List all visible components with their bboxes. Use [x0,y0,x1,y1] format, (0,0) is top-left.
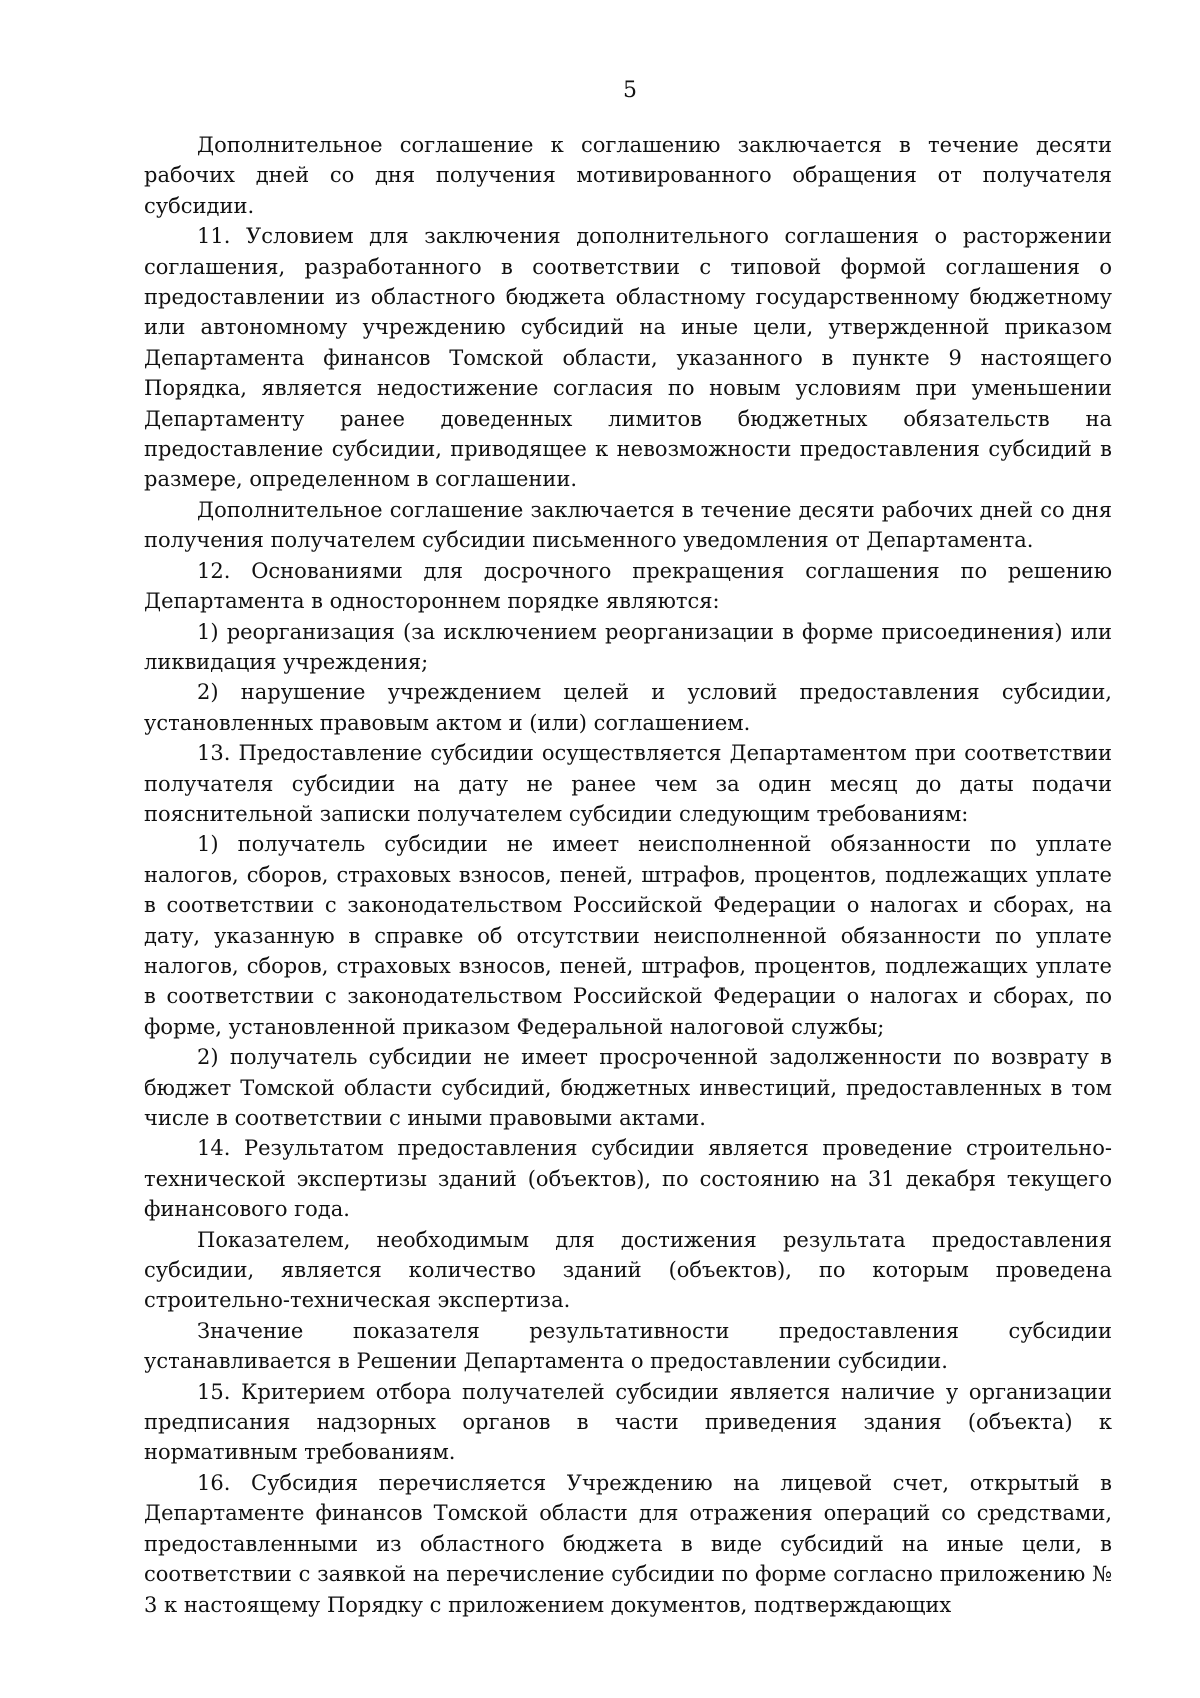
paragraph: 16. Субсидия перечисляется Учреждению на лицевой счет, открытый в Департаменте финансов Томской области для отражения операций со средствами, предоставленными из областного бюджета в виде субсидий на иные цели, в соответствии с заявкой на перечисление субсидии по форме согласно приложению № 3 к настоящему Порядку с приложением документов, подтверждающих [144,1470,1112,1617]
paragraph: 15. Критерием отбора получателей субсидии является наличие у организации предписания надзорных органов в части приведения здания (объекта) к нормативным требованиям. [144,1379,1112,1465]
paragraph: 1) получатель субсидии не имеет неисполненной обязанности по уплате налогов, сборов, страховых взносов, пеней, штрафов, процентов, подлежащих уплате в соответствии с законодательством Российской Федерации о налогах и сборах, на дату, указанную в справке об отсутствии неисполненной обязанности по уплате налогов, сборов, страховых взносов, пеней, штрафов, процентов, подлежащих уплате в соответствии с законодательством Российской Федерации о налогах и сборах, по форме, установленной приказом Федеральной налоговой службы; [144,832,1112,1039]
paragraph: 2) получатель субсидии не имеет просроченной задолженности по возврату в бюджет Томской области субсидий, бюджетных инвестиций, предоставленных в том числе в соответствии с иными правовыми актами. [144,1045,1112,1130]
paragraph: Дополнительное соглашение заключается в течение десяти рабочих дней со дня получения получателем субсидии письменного уведомления от Департамента. [144,497,1112,553]
paragraph: Показателем, необходимым для достижения результата предоставления субсидии, является количество зданий (объектов), по которым проведена строительно-техническая экспертиза. [144,1227,1112,1313]
document-body [144,130,1112,1620]
paragraph: Значение показателя результативности предоставления субсидии устанавливается в Решении Департамента о предоставлении субсидии. [144,1318,1112,1374]
paragraph: 13. Предоставление субсидии осуществляется Департаментом при соответствии получателя субсидии на дату не ранее чем за один месяц до даты подачи пояснительной записки получателем субсидии следующим требованиям: [144,741,1112,826]
paragraph: 14. Результатом предоставления субсидии является проведение строительно-технической экспертизы зданий (объектов), по состоянию на 31 декабря текущего финансового года. [144,1136,1112,1222]
paragraph: 12. Основаниями для досрочного прекращения соглашения по решению Департамента в одностороннем порядке являются: [144,558,1112,614]
paragraph: 11. Условием для заключения дополнительного соглашения о расторжении соглашения, разработанного в соответствии с типовой формой соглашения о предоставлении из областного бюджета областному государственному бюджетному или автономному учреждению субсидий на иные цели, утвержденной приказом Департамента финансов Томской области, указанного в пункте 9 настоящего Порядка, является недостижение согласия по новым условиям при уменьшении Департаменту ранее доведенных лимитов бюджетных обязательств на предоставление субсидии, приводящее к невозможности предоставления субсидий в размере, определенном в соглашении. [144,224,1112,492]
page-number: 5 [623,78,637,103]
paragraph: 1) реорганизация (за исключением реорганизации в форме присоединения) или ликвидация учреждения; [144,619,1112,674]
paragraph: 2) нарушение учреждением целей и условий предоставления субсидии, установленных правовым актом и (или) соглашением. [144,680,1112,735]
paragraph: Дополнительное соглашение к соглашению заключается в течение десяти рабочих дней со дня получения мотивированного обращения от получателя субсидии. [144,133,1112,218]
